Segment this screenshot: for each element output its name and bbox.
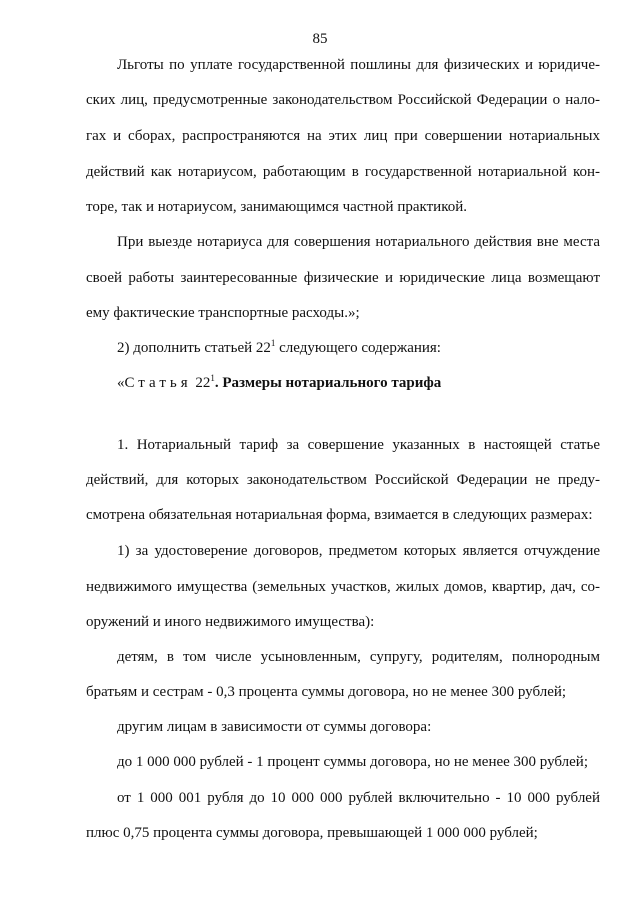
article-title: . Размеры нотариального тарифа (214, 375, 442, 391)
text-line: 1) за удостоверение договоров, предметом которых является отчуждение (117, 543, 600, 559)
amendment-text: следующего содержания: (275, 340, 441, 356)
text-line: детям, в том числе усыновленным, супругу, родителям, полнородным (117, 649, 600, 665)
text-line: смотрена обязательная нотариальная форма, взимается в следующих размерах: (86, 507, 593, 523)
text-line: от 1 000 001 рубля до 10 000 000 рублей включительно - 10 000 рублей (117, 790, 600, 806)
text-line: недвижимого имущества (земельных участков, жилых домов, квартир, дач, со- (86, 579, 600, 595)
text-line: ему фактические транспортные расходы.»; (86, 305, 360, 321)
article-heading (117, 374, 600, 392)
text-line: ских лиц, предусмотренные законодательством Российской Федерации о нало- (86, 92, 600, 108)
article-word: Статья (124, 375, 192, 391)
text-line: до 1 000 000 рублей - 1 процент суммы договора, но не менее 300 рублей; (117, 754, 588, 770)
amendment-item (117, 339, 600, 357)
text-line: действий, для которых законодательством Российской Федерации не преду- (86, 472, 600, 488)
quote-mark: « (117, 375, 125, 391)
page-number: 85 (312, 31, 328, 47)
superscript-index: 1 (210, 373, 215, 383)
text-line: действий как нотариусом, работающим в государственной нотариальной кон- (86, 164, 600, 180)
text-line: своей работы заинтересованные физические и юридические лица возмещают (86, 270, 600, 286)
text-line: При выезде нотариуса для совершения нотариального действия вне места (117, 234, 600, 250)
text-line: оружений и иного недвижимого имущества): (86, 614, 375, 630)
article-number: 22 (191, 375, 211, 391)
text-line: гах и сборах, распространяются на этих лиц при совершении нотариальных (86, 128, 600, 144)
superscript-index: 1 (270, 338, 276, 348)
text-line: плюс 0,75 процента суммы договора, превышающей 1 000 000 рублей; (86, 825, 538, 841)
text-line: торе, так и нотариусом, занимающимся частной практикой. (86, 199, 467, 215)
text-line: 1. Нотариальный тариф за совершение указанных в настоящей статье (117, 437, 600, 453)
amendment-text: 2) дополнить статьей 22 (117, 340, 271, 356)
text-line: Льготы по уплате государственной пошлины для физических и юридиче- (117, 57, 600, 73)
text-line: братьям и сестрам - 0,3 процента суммы договора, но не менее 300 рублей; (86, 684, 567, 700)
text-line: другим лицам в зависимости от суммы договора: (117, 719, 432, 735)
